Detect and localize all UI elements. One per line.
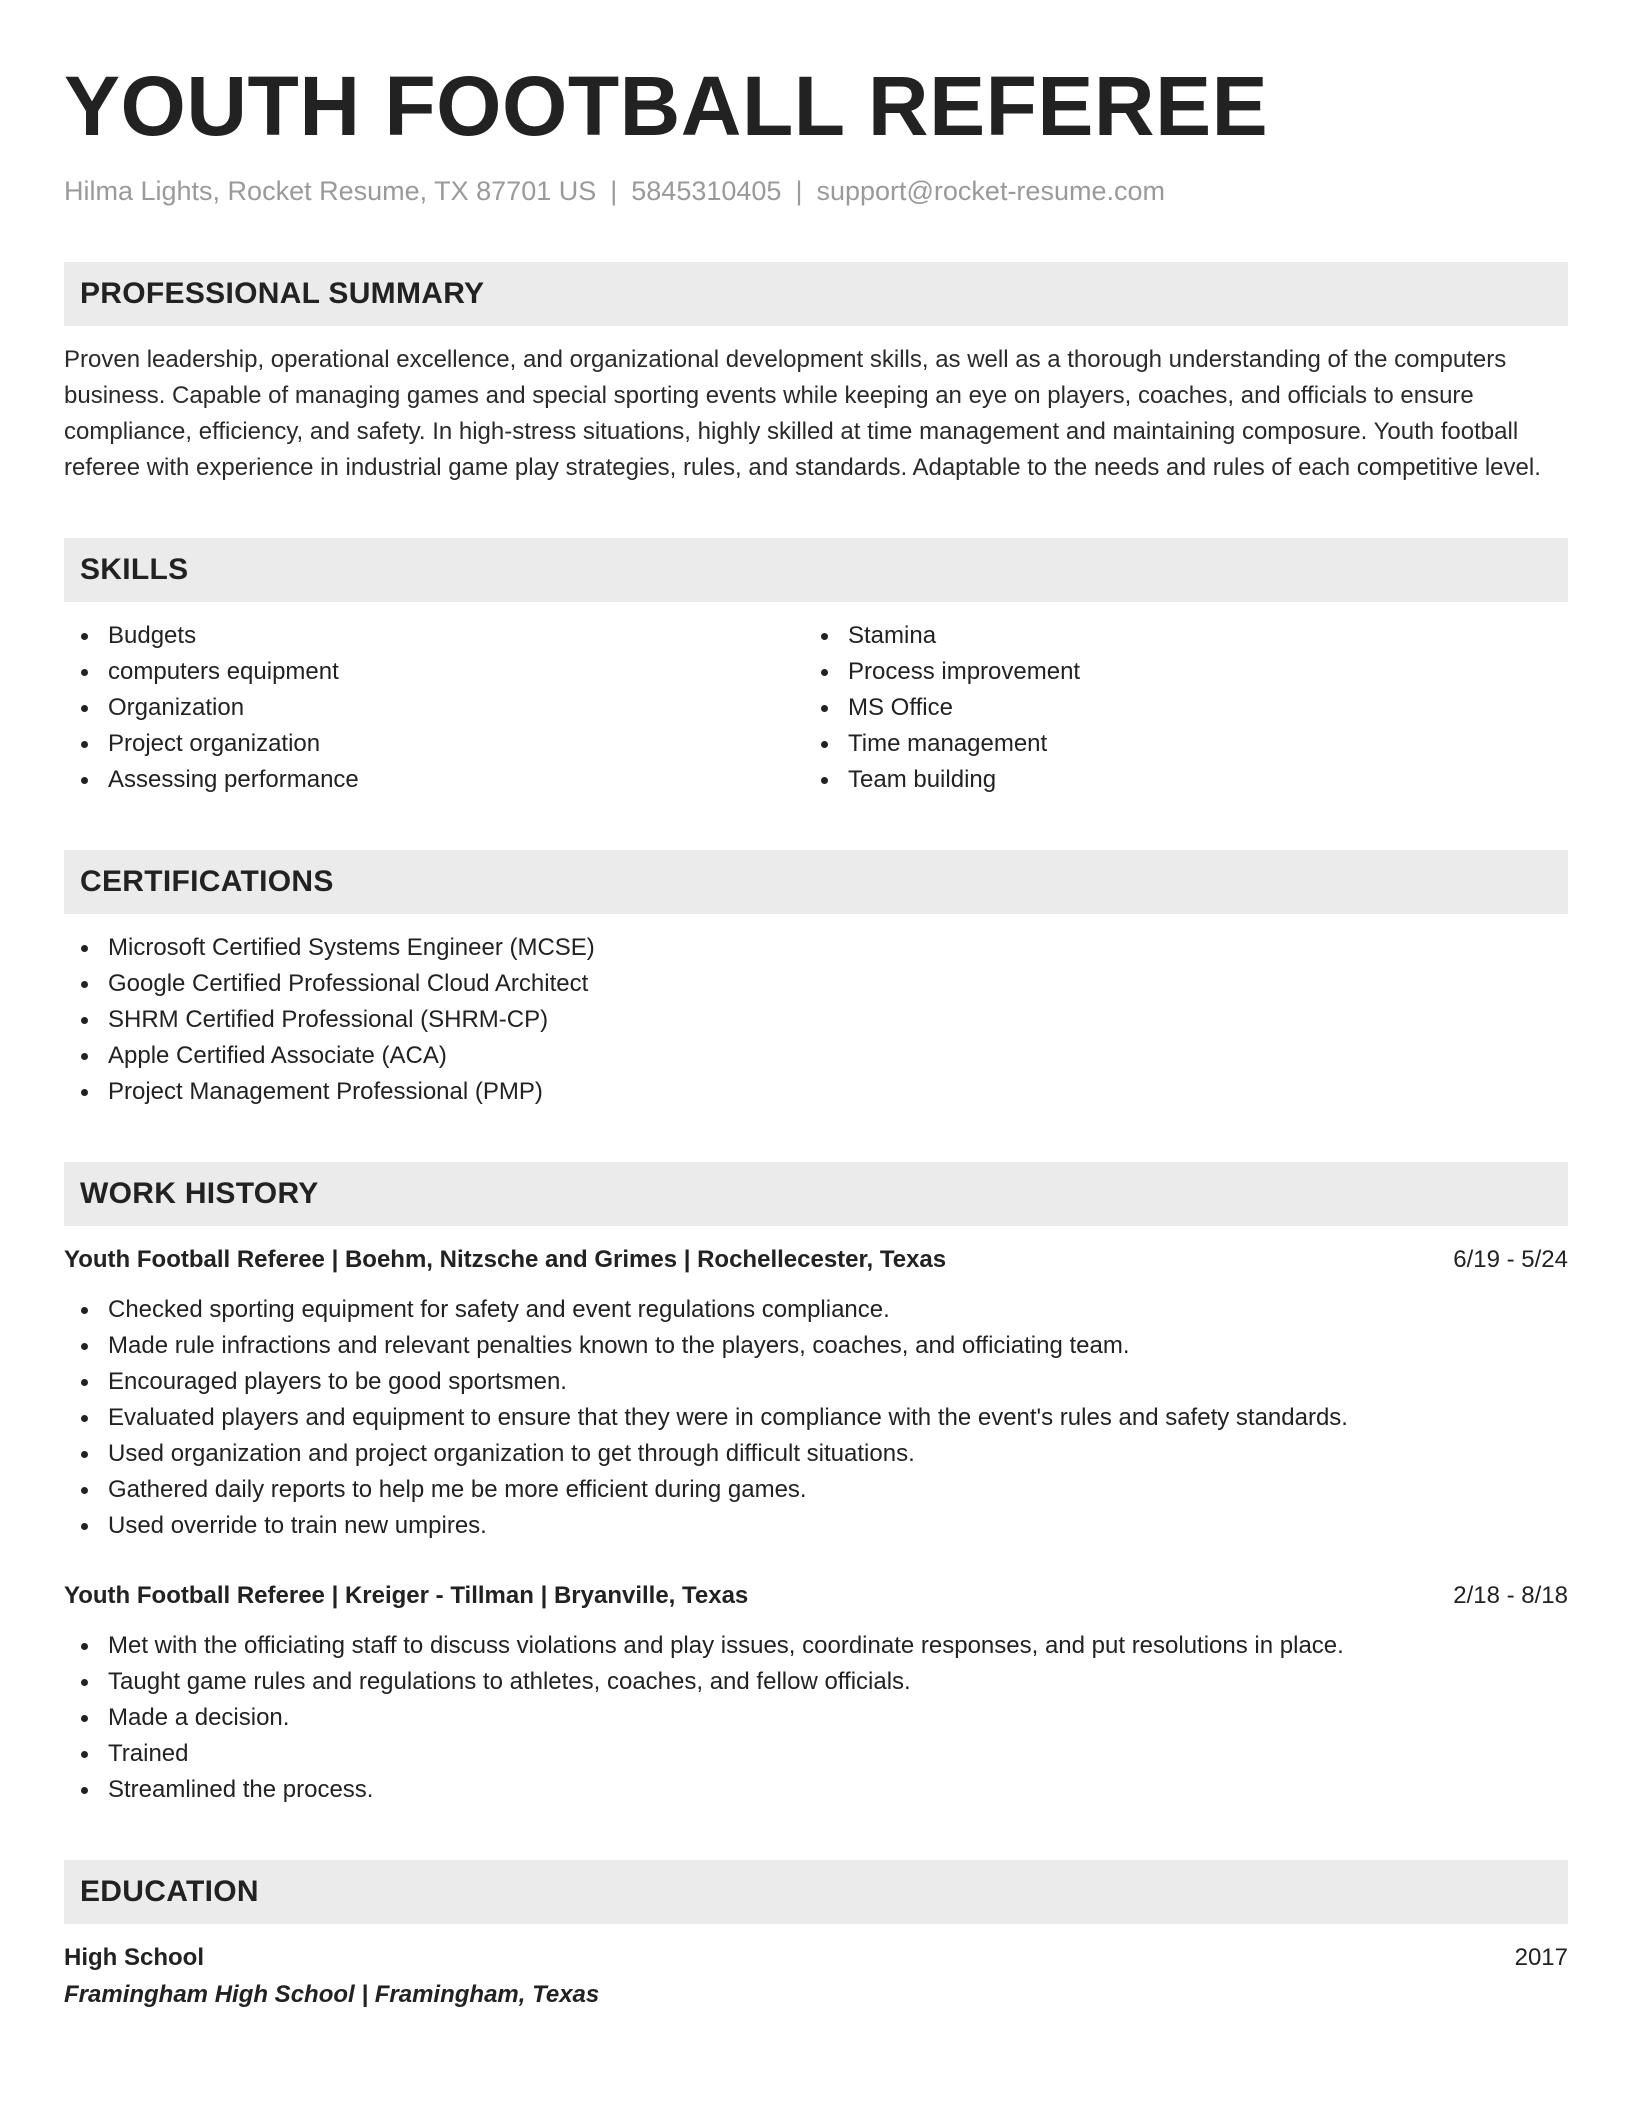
job-duty: Used organization and project organization to get through difficult situations. xyxy=(64,1436,1568,1472)
certification-item: Microsoft Certified Systems Engineer (MCSE) xyxy=(64,930,1568,966)
education-year: 2017 xyxy=(1514,1944,1568,1971)
certification-item: Project Management Professional (PMP) xyxy=(64,1074,1568,1110)
skills-heading: SKILLS xyxy=(64,538,1568,602)
job-duty: Streamlined the process. xyxy=(64,1772,1568,1808)
contact-phone: 5845310405 xyxy=(631,176,782,206)
page-title: YOUTH FOOTBALL REFEREE xyxy=(64,59,1269,153)
skills-column-left xyxy=(64,618,804,798)
skill-item: Budgets xyxy=(64,618,804,654)
skill-item: Time management xyxy=(804,726,1544,762)
job-duty: Trained xyxy=(64,1736,1568,1772)
job-duty: Used override to train new umpires. xyxy=(64,1508,1568,1544)
certifications-heading: CERTIFICATIONS xyxy=(64,850,1568,914)
job-duties xyxy=(64,1292,1568,1544)
job-entry xyxy=(64,1578,1568,1808)
skill-item: Stamina xyxy=(804,618,1544,654)
job-title: Youth Football Referee | Kreiger - Tillman | Bryanville, Texas xyxy=(64,1582,749,1609)
contact-address: Hilma Lights, Rocket Resume, TX 87701 US xyxy=(64,176,597,206)
certification-item: Google Certified Professional Cloud Architect xyxy=(64,966,1568,1002)
job-duty: Taught game rules and regulations to athletes, coaches, and fellow officials. xyxy=(64,1664,1568,1700)
contact-separator: | xyxy=(795,176,803,206)
contact-separator: | xyxy=(610,176,618,206)
job-duty: Evaluated players and equipment to ensure that they were in compliance with the event's rules and safety standards. xyxy=(64,1400,1568,1436)
job-duty: Encouraged players to be good sportsmen. xyxy=(64,1364,1568,1400)
work-history-heading: WORK HISTORY xyxy=(64,1162,1568,1226)
job-duties xyxy=(64,1628,1568,1808)
job-duty: Made a decision. xyxy=(64,1700,1568,1736)
contact-email: support@rocket-resume.com xyxy=(816,176,1165,206)
job-duty: Met with the officiating staff to discuss violations and play issues, coordinate responses, and put resolutions in place. xyxy=(64,1628,1568,1664)
job-header xyxy=(64,1242,1568,1278)
education-degree: High School xyxy=(64,1944,204,1971)
job-dates: 6/19 - 5/24 xyxy=(1453,1246,1568,1273)
education-heading: EDUCATION xyxy=(64,1860,1568,1924)
job-duty: Checked sporting equipment for safety and event regulations compliance. xyxy=(64,1292,1568,1328)
job-dates: 2/18 - 8/18 xyxy=(1453,1582,1568,1609)
summary-text: Proven leadership, operational excellence, and organizational development skills, as well as a thorough understanding of the computers business. Capable of managing games and special sporting events while keeping an eye on players, coaches, and officials to ensure compliance, efficiency, and safety. In high-stress situations, highly skilled at time management and maintaining composure. Youth football referee with experience in industrial game play strategies, rules, and standards. Adaptable to the needs and rules of each competitive level. xyxy=(64,346,1541,481)
skill-item: Organization xyxy=(64,690,804,726)
job-duty: Gathered daily reports to help me be more efficient during games. xyxy=(64,1472,1568,1508)
certification-item: Apple Certified Associate (ACA) xyxy=(64,1038,1568,1074)
skill-item: computers equipment xyxy=(64,654,804,690)
skill-item: MS Office xyxy=(804,690,1544,726)
certification-item: SHRM Certified Professional (SHRM-CP) xyxy=(64,1002,1568,1038)
skill-item: Project organization xyxy=(64,726,804,762)
job-header xyxy=(64,1578,1568,1614)
summary-heading: PROFESSIONAL SUMMARY xyxy=(64,262,1568,326)
education-school: Framingham High School | Framingham, Texas xyxy=(64,1981,600,2008)
skill-item: Process improvement xyxy=(804,654,1544,690)
job-entry xyxy=(64,1242,1568,1544)
contact-line xyxy=(64,174,1568,208)
skill-item: Team building xyxy=(804,762,1544,798)
certifications-list xyxy=(64,930,1568,1110)
skills-column-right xyxy=(804,618,1544,798)
skills-list xyxy=(64,618,1568,798)
education-header xyxy=(64,1940,1568,1976)
job-duty: Made rule infractions and relevant penalties known to the players, coaches, and officiating team. xyxy=(64,1328,1568,1364)
job-title: Youth Football Referee | Boehm, Nitzsche and Grimes | Rochellecester, Texas xyxy=(64,1246,947,1273)
skill-item: Assessing performance xyxy=(64,762,804,798)
